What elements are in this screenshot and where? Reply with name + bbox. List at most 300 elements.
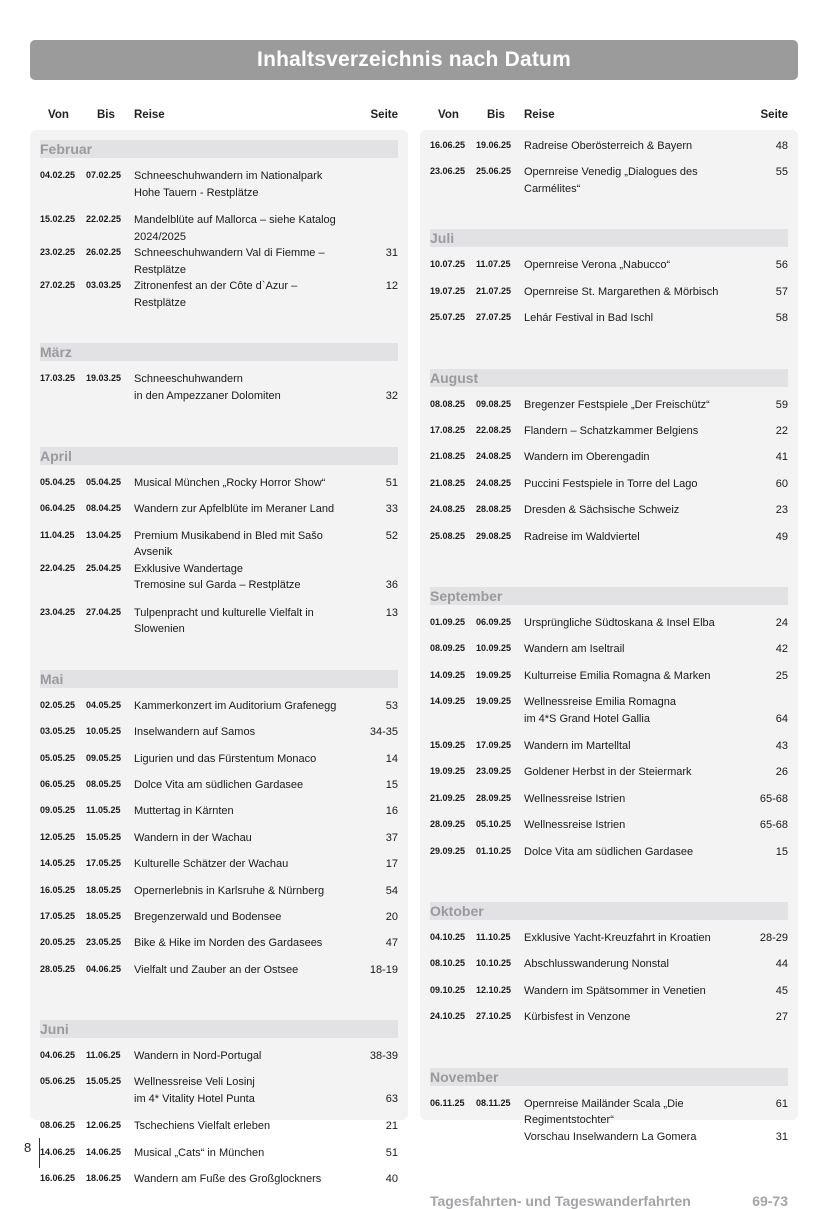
page-ref: 18-19 — [369, 963, 398, 976]
page-ref: 52 — [385, 529, 398, 542]
toc-entry[interactable] — [40, 245, 398, 278]
date-from: 23.02.25 — [40, 247, 76, 257]
date-to: 03.03.25 — [86, 280, 122, 290]
page-ref: 48 — [775, 140, 788, 152]
trip-title-line: Inselwandern auf Samos — [134, 726, 256, 739]
month-heading — [430, 369, 788, 387]
trip-title — [134, 751, 352, 768]
trip-title-line: Ursprüngliche Südtoskana & Insel Elba — [524, 616, 715, 629]
header-bis: Bis — [97, 109, 115, 121]
trip-title-line: Wandern am Fuße des Großglockners — [134, 1173, 322, 1186]
toc-entry[interactable] — [430, 738, 788, 764]
trip-title-line: Wandern im Martelltal — [524, 740, 631, 753]
toc-entry[interactable] — [40, 698, 398, 724]
trip-title — [524, 423, 742, 440]
section-gap — [40, 988, 398, 1018]
trip-title-line: Lehár Festival in Bad Ischl — [524, 312, 654, 325]
header-von: Von — [48, 109, 69, 121]
section-gap — [430, 337, 788, 367]
date-from: 14.09.25 — [430, 696, 466, 707]
date-to: 12.06.25 — [86, 1120, 122, 1131]
trip-title — [524, 764, 742, 781]
toc-entry[interactable] — [430, 668, 788, 694]
page-ref: 15 — [385, 778, 398, 791]
section-gap — [430, 1036, 788, 1066]
toc-panel — [30, 130, 408, 1186]
toc-entry[interactable] — [430, 423, 788, 449]
date-to: 22.02.25 — [86, 214, 122, 224]
toc-entry[interactable] — [40, 561, 398, 605]
toc-entry[interactable] — [430, 817, 788, 843]
trip-title-line: Bike & Hike im Norden des Gardasees — [134, 937, 323, 950]
trip-title — [524, 641, 742, 658]
date-to: 14.06.25 — [86, 1146, 122, 1157]
trip-title-line: Dolce Vita am südlichen Gardasee — [524, 845, 694, 858]
page-ref: 27 — [775, 1011, 788, 1024]
page-divider — [39, 1138, 40, 1168]
trip-title-line: Opernreise Verona „Nabucco“ — [524, 259, 671, 272]
toc-entry[interactable] — [40, 1074, 398, 1118]
trip-title-line: Zitronenfest an der Côte d`Azur – Restplätze — [134, 280, 298, 309]
page-ref: 53 — [385, 699, 398, 712]
page-ref: 15 — [775, 845, 788, 858]
trip-title — [524, 1129, 742, 1146]
date-from: 29.09.25 — [430, 845, 466, 856]
toc-entry[interactable] — [40, 803, 398, 829]
toc-entry[interactable] — [430, 138, 788, 164]
date-to: 19.03.25 — [86, 373, 122, 383]
date-to: 10.10.25 — [476, 958, 512, 969]
toc-entry[interactable] — [430, 1129, 788, 1155]
trip-title — [524, 310, 742, 327]
trip-title — [134, 528, 352, 561]
toc-entry[interactable] — [430, 257, 788, 283]
date-to: 10.05.25 — [86, 726, 122, 737]
page-ref: 36 — [385, 579, 398, 592]
trip-title-line: Radreise im Waldviertel — [524, 530, 640, 543]
month-label: September — [430, 587, 503, 604]
date-from: 19.09.25 — [430, 766, 466, 777]
trip-title — [134, 909, 352, 926]
trip-title — [524, 476, 742, 493]
toc-entry[interactable] — [40, 605, 398, 638]
trip-title — [524, 284, 742, 301]
month-label: Juni — [40, 1021, 69, 1038]
trip-title-line: Mandelblüte auf Mallorca – siehe Katalog 2024/2025 — [134, 214, 336, 243]
trip-title-line: Schneeschuhwandern im Nationalpark — [134, 170, 323, 182]
date-from: 10.07.25 — [430, 259, 466, 270]
trip-title-line: Wellnessreise Veli Losinj — [134, 1076, 255, 1089]
trip-title — [134, 278, 352, 311]
month-label: August — [430, 369, 479, 386]
trip-title-line: Bregenzer Festspiele „Der Freischütz“ — [524, 398, 710, 411]
header-bis: Bis — [487, 109, 505, 121]
day-trips-label: Tagesfahrten- und Tageswanderfahrten — [430, 1192, 691, 1209]
date-from: 04.10.25 — [430, 932, 466, 943]
toc-entry[interactable] — [430, 844, 788, 870]
date-to: 11.10.25 — [476, 932, 511, 943]
month-heading — [430, 587, 788, 605]
page-ref: 34-35 — [369, 726, 398, 739]
section-gap — [430, 555, 788, 585]
toc-entry[interactable] — [430, 449, 788, 475]
trip-title-line: Opernreise Venedig „Dialogues des Carmélites“ — [524, 166, 698, 195]
trip-title — [134, 168, 352, 201]
date-to: 08.04.25 — [86, 503, 122, 514]
page-ref: 41 — [775, 451, 788, 464]
page-ref: 38-39 — [369, 1050, 398, 1063]
trip-title-line: Puccini Festspiele in Torre del Lago — [524, 477, 698, 490]
header-seite: Seite — [760, 109, 788, 121]
date-to: 18.05.25 — [86, 910, 122, 921]
trip-title-line: Wellnessreise Emilia Romagna — [524, 696, 677, 709]
date-from: 28.09.25 — [430, 819, 466, 830]
toc-entry[interactable] — [40, 830, 398, 856]
trip-title-line: Hohe Tauern - Restplätze — [134, 186, 259, 199]
date-from: 20.05.25 — [40, 937, 76, 948]
date-from: 28.05.25 — [40, 963, 76, 974]
trip-title — [524, 791, 742, 808]
date-to: 19.06.25 — [476, 140, 512, 150]
date-from: 16.06.25 — [40, 1173, 76, 1184]
month-heading — [430, 229, 788, 247]
trip-title — [134, 1145, 352, 1162]
page-ref: 14 — [385, 752, 398, 765]
toc-entry[interactable] — [40, 777, 398, 803]
page-ref: 31 — [385, 247, 398, 259]
date-to: 11.07.25 — [476, 259, 511, 270]
date-to: 19.09.25 — [476, 696, 512, 707]
month-label: November — [430, 1068, 499, 1085]
toc-entry[interactable] — [430, 529, 788, 555]
date-to: 04.06.25 — [86, 963, 122, 974]
trip-title — [524, 956, 742, 973]
page-ref: 51 — [385, 477, 398, 489]
toc-entry[interactable] — [40, 371, 398, 415]
date-to: 05.10.25 — [476, 819, 512, 830]
date-to: 08.11.25 — [476, 1097, 511, 1108]
page-ref: 65-68 — [759, 792, 788, 805]
trip-title — [134, 935, 352, 952]
date-from: 08.06.25 — [40, 1120, 76, 1131]
trip-title-line: Musical „Cats“ in München — [134, 1146, 265, 1159]
page-ref: 57 — [775, 285, 788, 298]
page-ref: 49 — [775, 530, 788, 543]
day-trips-page: 69-73 — [752, 1192, 788, 1209]
date-from: 14.09.25 — [430, 669, 466, 680]
date-from: 16.05.25 — [40, 884, 76, 895]
date-to: 05.04.25 — [86, 477, 122, 487]
trip-title — [524, 668, 742, 685]
date-to: 29.08.25 — [476, 530, 512, 541]
trip-title-line: Wandern in Nord-Portugal — [134, 1050, 262, 1063]
toc-entry[interactable] — [430, 615, 788, 641]
date-from: 02.05.25 — [40, 699, 76, 710]
trip-title — [524, 164, 742, 197]
trip-title-line: Muttertag in Kärnten — [134, 805, 234, 818]
date-to: 18.06.25 — [86, 1173, 122, 1184]
trip-title — [524, 257, 742, 274]
date-from: 15.02.25 — [40, 214, 76, 224]
page-ref: 12 — [385, 280, 398, 292]
toc-entry[interactable] — [430, 930, 788, 956]
date-to: 26.02.25 — [86, 247, 122, 257]
toc-entry[interactable] — [40, 1145, 398, 1171]
toc-entry[interactable] — [430, 164, 788, 197]
toc-column-left — [30, 108, 408, 1186]
trip-title — [524, 844, 742, 861]
date-to: 15.05.25 — [86, 1076, 122, 1087]
date-from: 11.04.25 — [40, 529, 75, 540]
date-from: 14.05.25 — [40, 858, 76, 869]
date-to: 24.08.25 — [476, 477, 512, 488]
date-to: 11.06.25 — [86, 1050, 121, 1061]
toc-panel — [420, 130, 798, 1209]
trip-title-line: Goldener Herbst in der Steiermark — [524, 766, 692, 779]
toc-entry[interactable] — [40, 1048, 398, 1074]
date-from: 06.04.25 — [40, 503, 76, 514]
page-ref: 61 — [775, 1097, 788, 1110]
date-to: 24.08.25 — [476, 451, 512, 462]
date-from: 23.06.25 — [430, 166, 466, 177]
date-to: 18.05.25 — [86, 884, 122, 895]
month-label: Juli — [430, 230, 455, 247]
trip-title — [524, 1009, 742, 1026]
trip-title — [524, 529, 742, 546]
toc-entry[interactable] — [40, 1118, 398, 1144]
month-heading — [40, 447, 398, 465]
trip-title-line: Flandern – Schatzkammer Belgiens — [524, 424, 699, 437]
date-from: 16.06.25 — [430, 140, 466, 150]
page-ref: 59 — [775, 398, 788, 411]
page-ref: 40 — [385, 1173, 398, 1186]
day-trips-entry — [430, 1193, 788, 1209]
toc-entry[interactable] — [430, 502, 788, 528]
date-to: 17.05.25 — [86, 858, 122, 869]
date-to: 09.05.25 — [86, 752, 122, 763]
page-ref — [352, 168, 398, 185]
month-heading — [430, 1068, 788, 1086]
page-ref: 20 — [385, 910, 398, 923]
page-ref: 25 — [775, 669, 788, 682]
date-from: 04.06.25 — [40, 1050, 76, 1061]
toc-entry[interactable] — [430, 791, 788, 817]
page-ref: 54 — [385, 884, 398, 897]
date-to: 09.08.25 — [476, 398, 512, 409]
toc-entry[interactable] — [40, 475, 398, 501]
date-to: 19.09.25 — [476, 669, 512, 680]
date-to: 11.05.25 — [86, 805, 121, 816]
trip-title-line: Dresden & Sächsische Schweiz — [524, 504, 680, 517]
toc-entry[interactable] — [40, 168, 398, 212]
date-from: 23.04.25 — [40, 606, 76, 617]
date-from: 05.06.25 — [40, 1076, 76, 1087]
column-header — [420, 108, 798, 126]
date-from: 05.04.25 — [40, 477, 76, 487]
trip-title-line: in den Ampezzaner Dolomiten — [134, 389, 281, 402]
trip-title-line: Vielfalt und Zauber an der Ostsee — [134, 963, 299, 976]
trip-title-line: Wandern in der Wachau — [134, 831, 252, 844]
toc-entry[interactable] — [430, 983, 788, 1009]
toc-entry[interactable] — [40, 883, 398, 909]
month-label: März — [40, 344, 72, 360]
trip-title — [524, 738, 742, 755]
section-gap — [40, 638, 398, 668]
toc-entry[interactable] — [40, 935, 398, 961]
trip-title-line: Kürbisfest in Venzone — [524, 1011, 631, 1024]
month-heading — [40, 670, 398, 688]
toc-entry[interactable] — [40, 1171, 398, 1197]
date-from: 17.08.25 — [430, 424, 466, 435]
date-from: 09.10.25 — [430, 984, 466, 995]
trip-title — [134, 724, 352, 741]
trip-title-line: Tulpenpracht und kulturelle Vielfalt in Slowenien — [134, 606, 314, 636]
trip-title — [134, 777, 352, 794]
toc-entry[interactable] — [40, 909, 398, 935]
trip-title-line: Wandern im Spätsommer in Venetien — [524, 984, 706, 997]
date-from: 08.08.25 — [430, 398, 466, 409]
header-seite: Seite — [370, 109, 398, 121]
page-ref: 51 — [385, 1146, 398, 1159]
page-ref: 16 — [385, 805, 398, 818]
trip-title — [134, 883, 352, 900]
trip-title-line: Exklusive Yacht-Kreuzfahrt in Kroatien — [524, 932, 711, 945]
toc-entry[interactable] — [40, 724, 398, 750]
trip-title-line: Dolce Vita am südlichen Gardasee — [134, 778, 304, 791]
date-from: 15.09.25 — [430, 740, 466, 751]
date-from: 09.05.25 — [40, 805, 76, 816]
toc-entry[interactable] — [430, 310, 788, 336]
date-to: 12.10.25 — [476, 984, 512, 995]
trip-title — [134, 501, 352, 518]
date-from: 14.06.25 — [40, 1146, 76, 1157]
month-heading — [40, 1020, 398, 1038]
date-from: 04.02.25 — [40, 170, 76, 180]
toc-entry[interactable] — [430, 641, 788, 667]
toc-entry[interactable] — [40, 751, 398, 777]
toc-entry[interactable] — [430, 694, 788, 738]
date-to: 17.09.25 — [476, 740, 512, 751]
trip-title — [134, 698, 352, 715]
page-ref: 26 — [775, 766, 788, 779]
trip-title — [134, 1171, 352, 1188]
toc-entry[interactable] — [430, 1009, 788, 1035]
trip-title — [134, 605, 352, 638]
toc-entry[interactable] — [40, 528, 398, 561]
date-to: 01.10.25 — [476, 845, 512, 856]
date-from — [430, 1129, 476, 1131]
date-to: 25.06.25 — [476, 166, 512, 177]
trip-title-line: Kammerkonzert im Auditorium Grafenegg — [134, 699, 337, 712]
date-from: 21.08.25 — [430, 451, 466, 462]
toc-entry[interactable] — [430, 284, 788, 310]
trip-title-line: Premium Musikabend in Bled mit Sašo Avsenik — [134, 529, 323, 559]
date-to: 27.07.25 — [476, 312, 512, 323]
trip-title-line: Wandern am Iseltrail — [524, 643, 625, 656]
section-gap — [40, 415, 398, 445]
toc-entry[interactable] — [40, 278, 398, 311]
column-header — [30, 108, 408, 126]
date-to: 21.07.25 — [476, 285, 512, 296]
date-from: 21.09.25 — [430, 792, 466, 803]
date-from: 08.10.25 — [430, 958, 466, 969]
trip-title — [134, 856, 352, 873]
header-reise: Reise — [524, 109, 555, 121]
page-ref: 65-68 — [759, 819, 788, 832]
page-ref: 55 — [775, 166, 788, 179]
month-label: April — [40, 448, 72, 464]
trip-title-line: Exklusive Wandertage — [134, 562, 244, 575]
date-to: 27.10.25 — [476, 1011, 512, 1022]
page-ref: 31 — [775, 1130, 788, 1143]
date-to: 13.04.25 — [86, 529, 122, 540]
page-ref: 44 — [775, 958, 788, 971]
toc-entry[interactable] — [430, 764, 788, 790]
date-from: 24.08.25 — [430, 504, 466, 515]
toc-entry[interactable] — [430, 1096, 788, 1129]
toc-entry[interactable] — [40, 962, 398, 988]
trip-title — [134, 830, 352, 847]
toc-entry[interactable] — [430, 476, 788, 502]
date-to: 10.09.25 — [476, 643, 512, 654]
trip-title-line: Opernerlebnis in Karlsruhe & Nürnberg — [134, 884, 325, 897]
trip-title — [524, 983, 742, 1000]
trip-title — [524, 397, 742, 414]
trip-title-line: Radreise Oberösterreich & Bayern — [524, 140, 693, 152]
trip-title-line: Wellnessreise Istrien — [524, 819, 626, 832]
date-from: 17.05.25 — [40, 910, 76, 921]
page-ref: 33 — [385, 503, 398, 516]
date-from: 25.08.25 — [430, 530, 466, 541]
month-heading — [40, 140, 398, 158]
trip-title — [524, 1096, 742, 1129]
date-from: 21.08.25 — [430, 477, 466, 488]
toc-entry[interactable] — [40, 501, 398, 527]
date-from: 08.09.25 — [430, 643, 466, 654]
month-heading — [40, 343, 398, 361]
section-gap — [430, 870, 788, 900]
page-ref: 45 — [775, 984, 788, 997]
toc-entry[interactable] — [430, 956, 788, 982]
date-to: 27.04.25 — [86, 606, 122, 617]
date-from: 06.05.25 — [40, 778, 76, 789]
trip-title-line: Opernreise Mailänder Scala „Die Regimentstochter“ — [524, 1097, 684, 1127]
date-from: 03.05.25 — [40, 726, 76, 737]
trip-title — [524, 138, 742, 155]
date-from: 17.03.25 — [40, 373, 76, 383]
date-from: 05.05.25 — [40, 752, 76, 763]
trip-title — [134, 1118, 352, 1135]
date-to: 25.04.25 — [86, 562, 122, 573]
trip-title-line: Wellnessreise Istrien — [524, 792, 626, 805]
toc-entry[interactable] — [40, 212, 398, 245]
page-ref: 60 — [775, 477, 788, 490]
toc-entry[interactable] — [40, 856, 398, 882]
trip-title-line: Tschechiens Vielfalt erleben — [134, 1120, 271, 1133]
page-ref: 43 — [775, 740, 788, 753]
trip-title-line: Kulturelle Schätzer der Wachau — [134, 858, 289, 871]
page-ref: 24 — [775, 616, 788, 629]
toc-entry[interactable] — [430, 397, 788, 423]
page-ref: 32 — [385, 389, 398, 402]
page-ref: 64 — [775, 712, 788, 725]
trip-title — [134, 371, 352, 404]
month-label: Oktober — [430, 903, 484, 920]
trip-title — [524, 615, 742, 632]
page-title: Inhaltsverzeichnis nach Datum — [30, 40, 798, 80]
trip-title-line: im 4* Vitality Hotel Punta — [134, 1092, 255, 1105]
date-to — [476, 1129, 524, 1131]
